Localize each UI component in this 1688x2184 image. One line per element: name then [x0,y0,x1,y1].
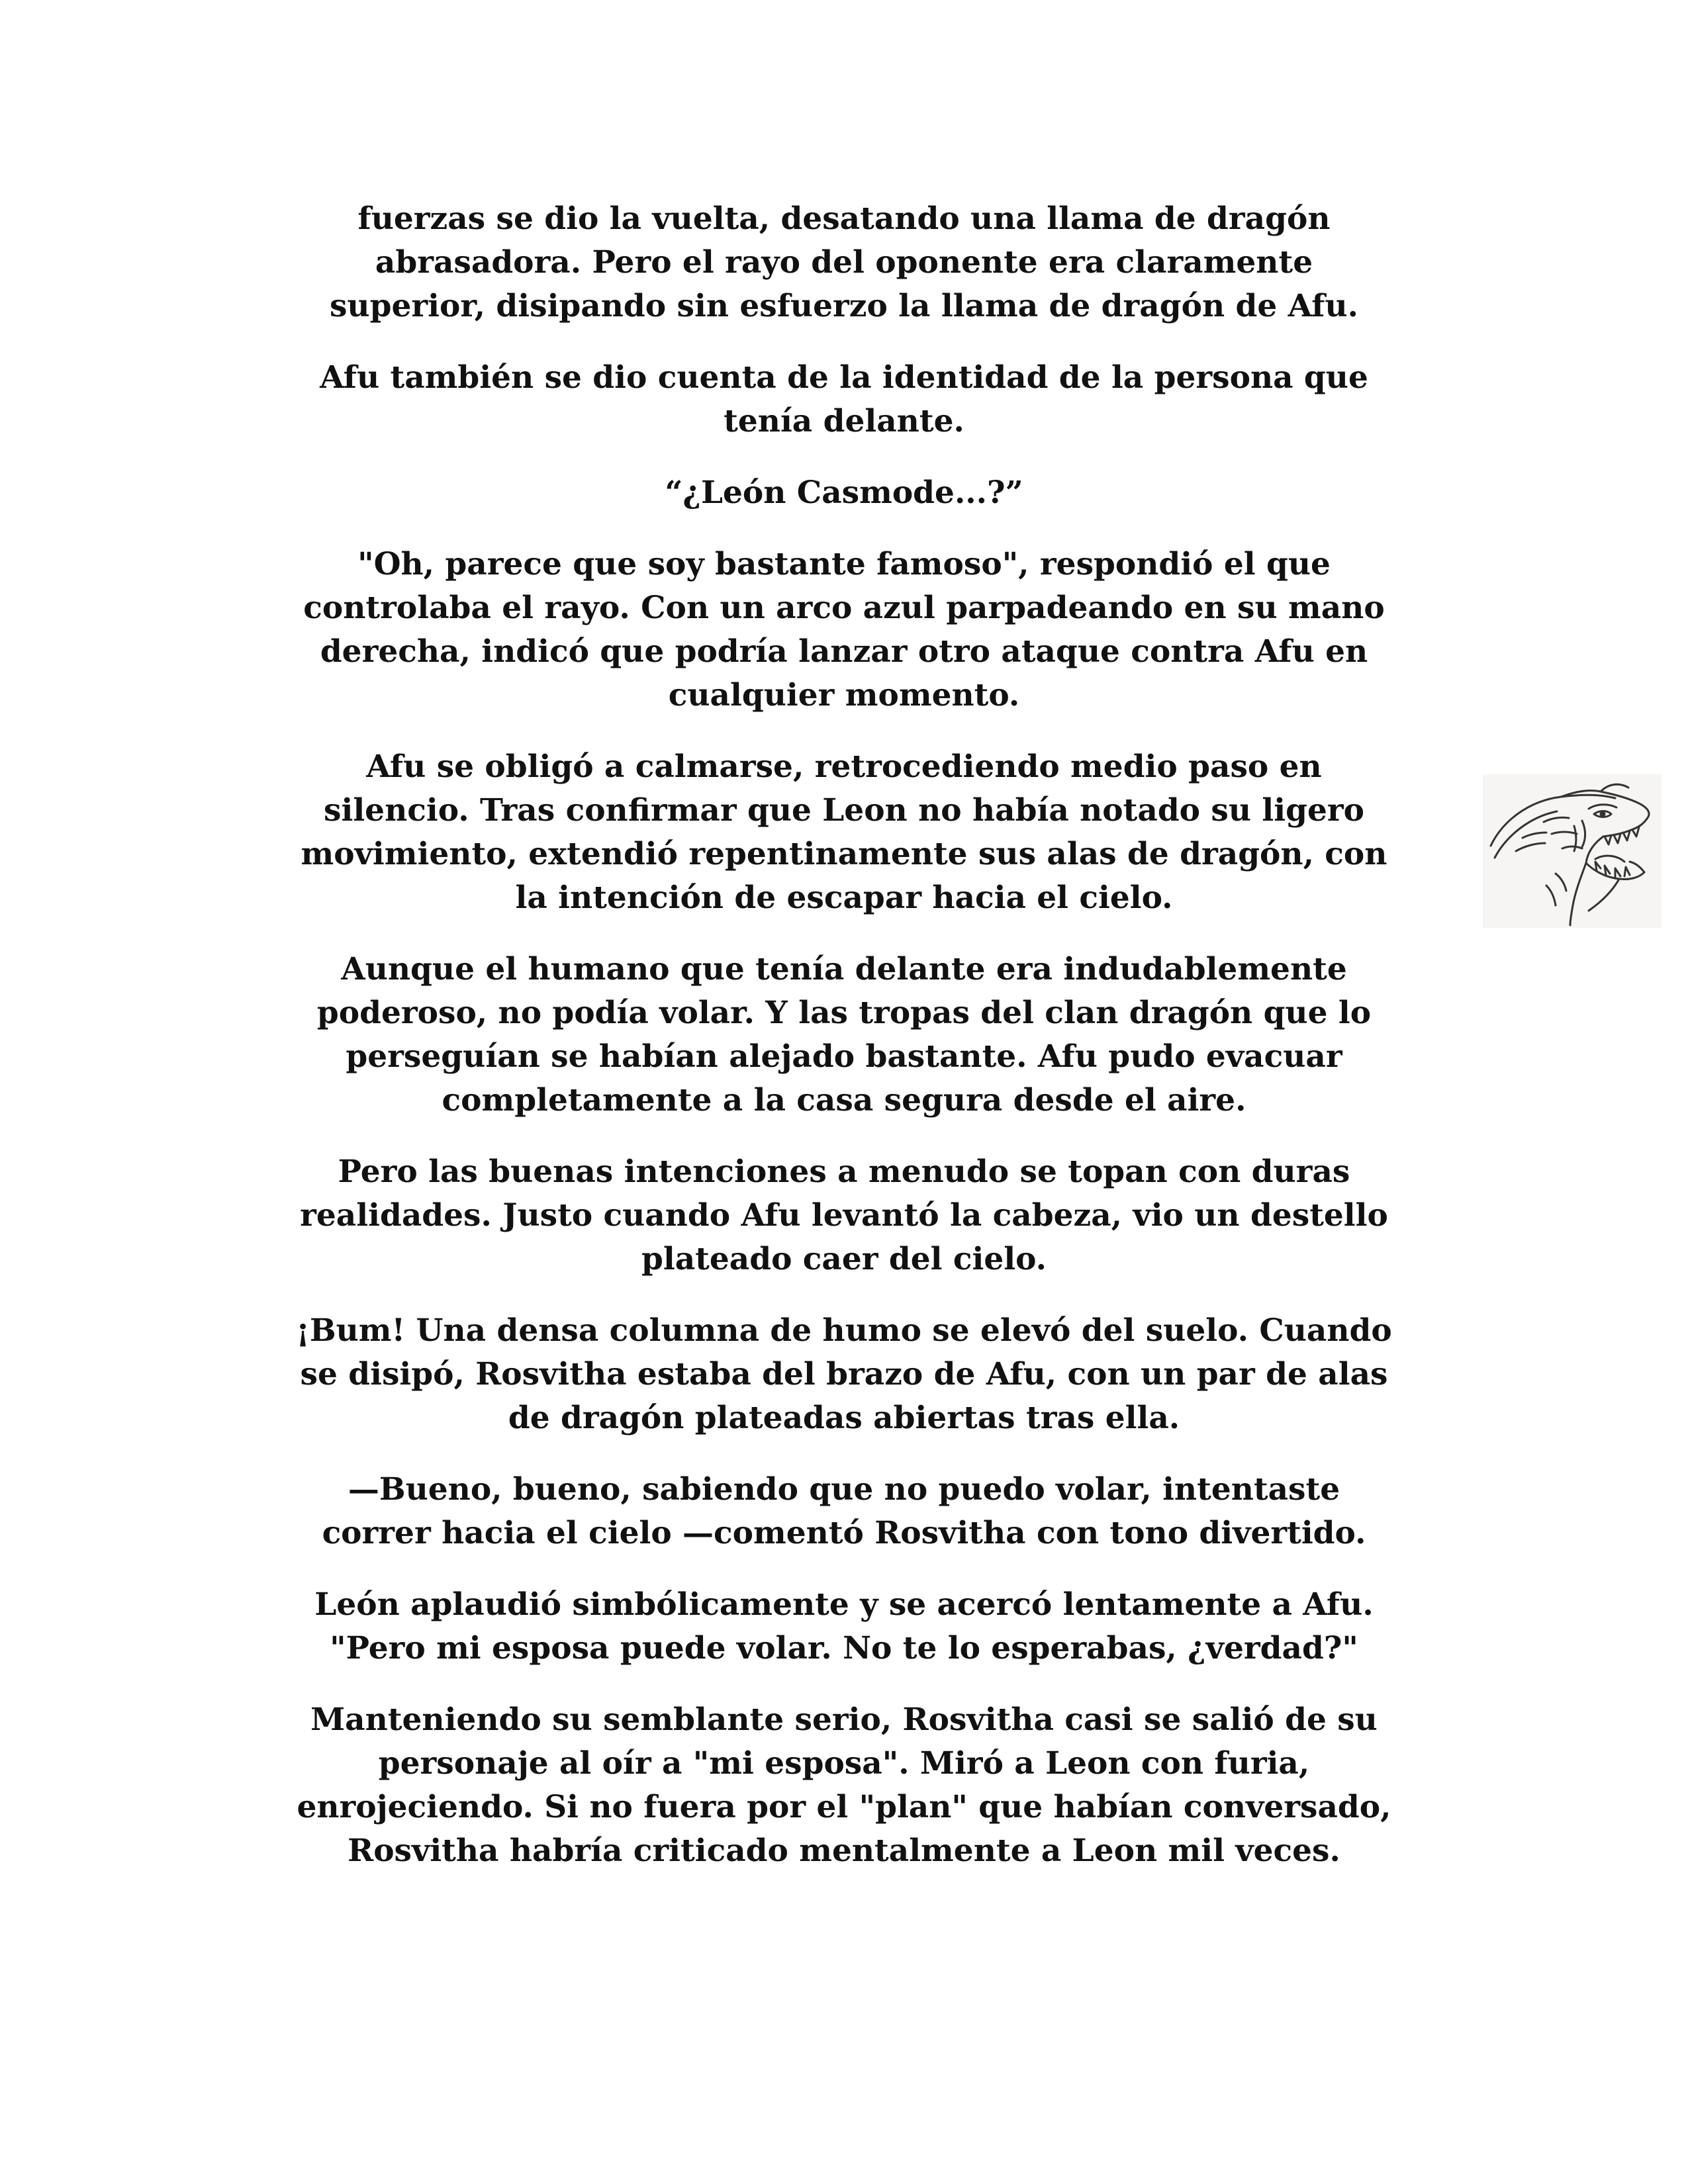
paragraph [218,356,1470,443]
paragraph-line: perseguían se habían alejado bastante. Afu pudo evacuar [346,1038,1342,1075]
paragraph-line: abrasadora. Pero el rayo del oponente era claramente [375,244,1313,281]
paragraph-line: completamente a la casa segura desde el aire. [442,1082,1246,1118]
paragraph-line: realidades. Justo cuando Afu levantó la cabeza, vio un destello [300,1197,1388,1234]
paragraph-line: derecha, indicó que podría lanzar otro ataque contra Afu en [320,633,1368,670]
paragraph-line: se disipó, Rosvitha estaba del brazo de Afu, con un par de alas [300,1356,1388,1392]
paragraph-line: fuerzas se dio la vuelta, desatando una llama de dragón [357,201,1331,237]
paragraph-line: poderoso, no podía volar. Y las tropas del clan dragón que lo [316,995,1372,1031]
paragraph-line: Rosvitha habría criticado mentalmente a Leon mil veces. [348,1833,1340,1869]
paragraph [218,1698,1470,1873]
paragraph-line: Aunque el humano que tenía delante era indudablemente [341,951,1347,987]
paragraph-line: controlaba el rayo. Con un arco azul parpadeando en su mano [303,590,1385,626]
paragraph-line: Afu también se dio cuenta de la identidad de la persona que [320,359,1368,396]
dragon-head-sketch-icon [1483,774,1662,928]
paragraph [218,1150,1470,1281]
paragraph-line: “¿León Casmode...?” [665,475,1023,511]
paragraph-line: plateado caer del cielo. [641,1241,1047,1277]
paragraph [218,543,1470,717]
paragraph-line: Afu se obligó a calmarse, retrocediendo medio paso en [366,749,1322,785]
paragraph-line: correr hacia el cielo —comentó Rosvitha con tono divertido. [322,1515,1366,1551]
paragraph [218,197,1470,328]
paragraph-line: cualquier momento. [668,677,1020,713]
paragraph-line: silencio. Tras confirmar que Leon no había notado su ligero [324,792,1364,829]
paragraph-line: de dragón plateadas abiertas tras ella. [508,1400,1180,1436]
paragraph-line: "Oh, parece que soy bastante famoso", respondió el que [357,546,1331,582]
paragraph [218,745,1470,920]
paragraph-line: "Pero mi esposa puede volar. No te lo esperabas, ¿verdad?" [330,1630,1358,1666]
paragraph-line: Pero las buenas intenciones a menudo se topan con duras [338,1154,1350,1190]
paragraph-line: León aplaudió simbólicamente y se acercó lentamente a Afu. [314,1586,1374,1623]
paragraph [218,471,1470,515]
paragraph-line: la intención de escapar hacia el cielo. [515,880,1173,916]
paragraph-line: Manteniendo su semblante serio, Rosvitha casi se salió de su [310,1702,1378,1738]
paragraph-line: enrojeciendo. Si no fuera por el "plan" que habían conversado, [297,1789,1391,1825]
paragraph [218,1583,1470,1670]
paragraph [218,948,1470,1122]
paragraph-line: —Bueno, bueno, sabiendo que no puedo volar, intentaste [348,1471,1340,1508]
paragraph-line: personaje al oír a "mi esposa". Miró a Leon con furia, [378,1745,1310,1782]
paragraph-line: superior, disipando sin esfuerzo la llama de dragón de Afu. [329,288,1359,324]
paragraph [218,1468,1470,1555]
body-text [218,197,1470,1901]
paragraph-line: movimiento, extendió repentinamente sus alas de dragón, con [301,836,1387,872]
paragraph-line: tenía delante. [724,403,964,439]
paragraph-line: ¡Bum! Una densa columna de humo se elevó del suelo. Cuando [296,1312,1392,1349]
paragraph [218,1309,1470,1440]
